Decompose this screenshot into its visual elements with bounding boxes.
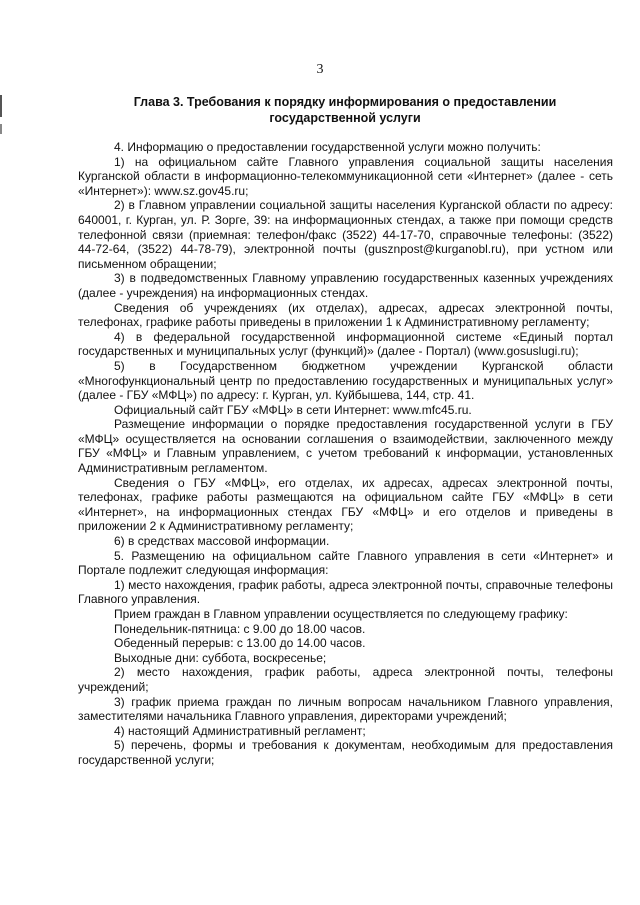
scan-edge-mark xyxy=(0,95,2,117)
paragraph: 5) в Государственном бюджетном учреждении Курганской области «Многофункциональный центр по предоставлению государственных и муниципальных услуг» (далее - ГБУ «МФЦ») по адресу: г. Курган, ул. Куйбышева, 144, стр. 41. xyxy=(78,358,613,403)
paragraph: Выходные дни: суббота, воскресенье; xyxy=(114,650,327,665)
paragraph: 1) на официальном сайте Главного управления социальной защиты населения Курганской области в информационно-телекоммуникационной сети «Интернет» (далее - сеть «Интернет»): www.sz.gov45.ru; xyxy=(78,154,613,198)
paragraph: 6) в средствах массовой информации. xyxy=(114,534,330,549)
paragraph: Прием граждан в Главном управлении осуществляется по следующему графику: xyxy=(114,607,568,621)
paragraph: Обеденный перерыв: с 13.00 до 14.00 часов. xyxy=(114,636,366,651)
paragraph: 5. Размещению на официальном сайте Главного управления в сети «Интернет» и Портале подлежит следующая информация: xyxy=(78,548,613,578)
paragraph: 4. Информацию о предоставлении государственной услуги можно получить: xyxy=(114,140,541,154)
paragraph: 2) место нахождения, график работы, адреса электронной почты, телефоны учреждений; xyxy=(78,665,613,694)
chapter-heading: Глава 3. Требования к порядку информирования о предоставлении государственной услуги xyxy=(133,95,557,125)
paragraph: 4) в федеральной государственной информационной системе «Единый портал государственных и муниципальных услуг (функций)» (далее - Портал) (www.gosuslugi.ru); xyxy=(78,329,613,359)
paragraph: 3) в подведомственных Главному управлению государственных казенных учреждениях (далее - учреждения) на информационных стендах. xyxy=(78,271,613,300)
paragraph: 1) место нахождения, график работы, адреса электронной почты, справочные телефоны Главного управления. xyxy=(78,577,613,607)
paragraph: 5) перечень, формы и требования к документам, необходимым для предоставления государственной услуги; xyxy=(78,738,613,767)
paragraph: Сведения об учреждениях (их отделах), адресах, адресах электронной почты, телефонах, графике работы приведены в приложении 1 к Административному регламенту; xyxy=(78,300,613,330)
paragraph: 2) в Главном управлении социальной защиты населения Курганской области по адресу: 640001, г. Курган, ул. Р. Зорге, 39: на информационных стендах, а также при помощи средств телефонной связи (приемная: телефон/факс (3522) 44-17-70, справочные телефоны: (3522) 44-72-64, (3522) 44-78-79), электронной почты (gusznpost@kurganobl.ru), при устном или письменном обращении; xyxy=(78,198,613,271)
paragraph: 3) график приема граждан по личным вопросам начальником Главного управления, заместителями начальника Главного управления, директорами учреждений; xyxy=(78,694,613,724)
paragraph: Размещение информации о порядке предоставления государственной услуги в ГБУ «МФЦ» осуществляется на основании соглашения о взаимодействии, заключенного между ГБУ «МФЦ» и Главным управлением, с учетом требований к информации, установленных Административным регламентом. xyxy=(78,417,613,476)
paragraph: Сведения о ГБУ «МФЦ», его отделах, их адресах, адресах электронной почты, телефонах, графике работы размещаются на официальном сайте ГБУ «МФЦ» в сети «Интернет», на информационных стендах ГБУ «МФЦ» и его отделов и приведены в приложении 2 к Административному регламенту; xyxy=(78,475,613,534)
document-body xyxy=(78,140,613,768)
scan-edge-mark xyxy=(0,124,2,134)
paragraph: Понедельник-пятница: с 9.00 до 18.00 часов. xyxy=(114,621,366,636)
paragraph: 4) настоящий Административный регламент; xyxy=(114,723,366,738)
paragraph: Официальный сайт ГБУ «МФЦ» в сети Интернет: www.mfc45.ru. xyxy=(114,402,472,417)
page-number: 3 xyxy=(316,62,324,77)
